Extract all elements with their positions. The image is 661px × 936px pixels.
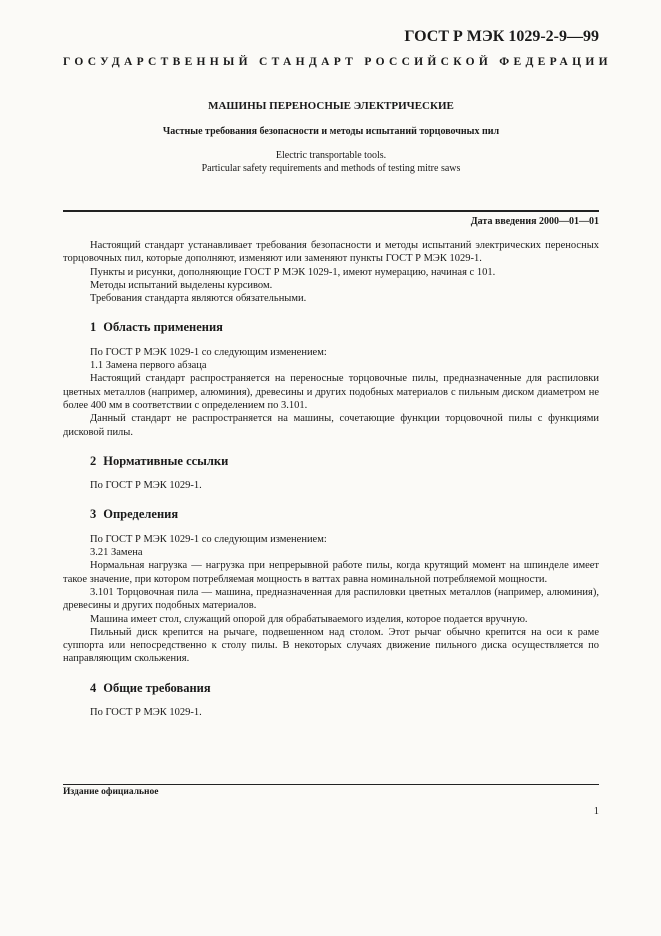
section-paragraph: По ГОСТ Р МЭК 1029-1. bbox=[90, 707, 202, 719]
english-title-line1: Electric transportable tools. bbox=[275, 150, 387, 161]
section-paragraph: Машина имеет стол, служащий опорой для обрабатываемого изделия, которое подается вручную. bbox=[90, 613, 528, 625]
section-heading bbox=[63, 508, 599, 521]
edition-note: Издание официальное bbox=[63, 787, 159, 797]
intro-paragraph: Пункты и рисунки, дополняющие ГОСТ Р МЭК 1029-1, имеют нумерацию, начиная с 101. bbox=[90, 266, 496, 278]
bottom-rule bbox=[63, 784, 599, 785]
section-number: 1 bbox=[90, 320, 97, 335]
top-rule bbox=[63, 210, 599, 212]
section-number: 2 bbox=[90, 453, 97, 468]
section-number: 3 bbox=[90, 507, 97, 522]
section-paragraph: По ГОСТ Р МЭК 1029-1 со следующим изменением: bbox=[90, 533, 327, 545]
document-title: МАШИНЫ ПЕРЕНОСНЫЕ ЭЛЕКТРИЧЕСКИЕ bbox=[208, 100, 454, 112]
section-paragraph: 3.101 Торцовочная пила — машина, предназначенная для распиловки цветных металлов (например, алюминия), древесины и других подобных материалов. bbox=[63, 586, 599, 612]
intro-paragraph: Требования стандарта являются обязательными. bbox=[90, 293, 307, 305]
federation-heading: ГОСУДАРСТВЕННЫЙ СТАНДАРТ РОССИЙСКОЙ ФЕДЕРАЦИИ bbox=[63, 56, 612, 68]
intro-paragraph: Настоящий стандарт устанавливает требования безопасности и методы испытаний электрических переносных торцовочных пил, которые дополняют, изменяют или заменяют пункты ГОСТ Р МЭК 1029-1. bbox=[63, 240, 599, 265]
section-paragraph: Данный стандарт не распространяется на машины, сочетающие функции торцовочной пилы с функциями дисковой пилы. bbox=[63, 413, 599, 438]
section-paragraph: Настоящий стандарт распространяется на переносные торцовочные пилы, предназначенные для распиловки цветных металлов (например, алюминия), древесины и других подобных материалов с пильным диском диаметром не более 400 мм в соответствии с определением по 3.101. bbox=[63, 373, 599, 411]
body-text bbox=[63, 239, 599, 719]
section-number: 4 bbox=[90, 680, 97, 695]
section-heading bbox=[63, 682, 599, 695]
section-paragraph: По ГОСТ Р МЭК 1029-1 со следующим изменением: bbox=[90, 346, 327, 358]
section-title: Нормативные ссылки bbox=[103, 453, 229, 468]
section-paragraph: Пильный диск крепится на рычаге, подвешенном над столом. Этот рычаг обычно крепится на оси к раме суппорта или непосредственно к столу пилы. В некоторых случаях движение пильного диска осуществляется по направляющим скольжения. bbox=[63, 626, 599, 665]
page-number: 1 bbox=[593, 806, 599, 817]
english-title bbox=[63, 149, 599, 175]
section-title: Общие требования bbox=[103, 680, 211, 695]
intro-date: Дата введения 2000—01—01 bbox=[470, 216, 599, 227]
section-title: Определения bbox=[103, 507, 179, 522]
gost-code: ГОСТ Р МЭК 1029-2-9—99 bbox=[404, 28, 599, 45]
section-heading bbox=[63, 321, 599, 334]
document-subtitle: Частные требования безопасности и методы испытаний торцовочных пил bbox=[162, 126, 500, 137]
section-paragraph: Нормальная нагрузка — нагрузка при непрерывной работе пилы, когда крутящий момент на шпинделе имеет такое значение, при котором потребляемая мощность в ваттах равна номинальной потребляемой мощности. bbox=[63, 560, 599, 585]
section-paragraph: По ГОСТ Р МЭК 1029-1. bbox=[90, 480, 202, 492]
english-title-line2: Particular safety requirements and methods of testing mitre saws bbox=[201, 163, 461, 174]
section-paragraph: 1.1 Замена первого абзаца bbox=[90, 360, 207, 372]
section-heading bbox=[63, 455, 599, 468]
section-title: Область применения bbox=[103, 320, 223, 335]
section-paragraph: 3.21 Замена bbox=[90, 547, 143, 559]
intro-paragraph: Методы испытаний выделены курсивом. bbox=[90, 279, 273, 291]
